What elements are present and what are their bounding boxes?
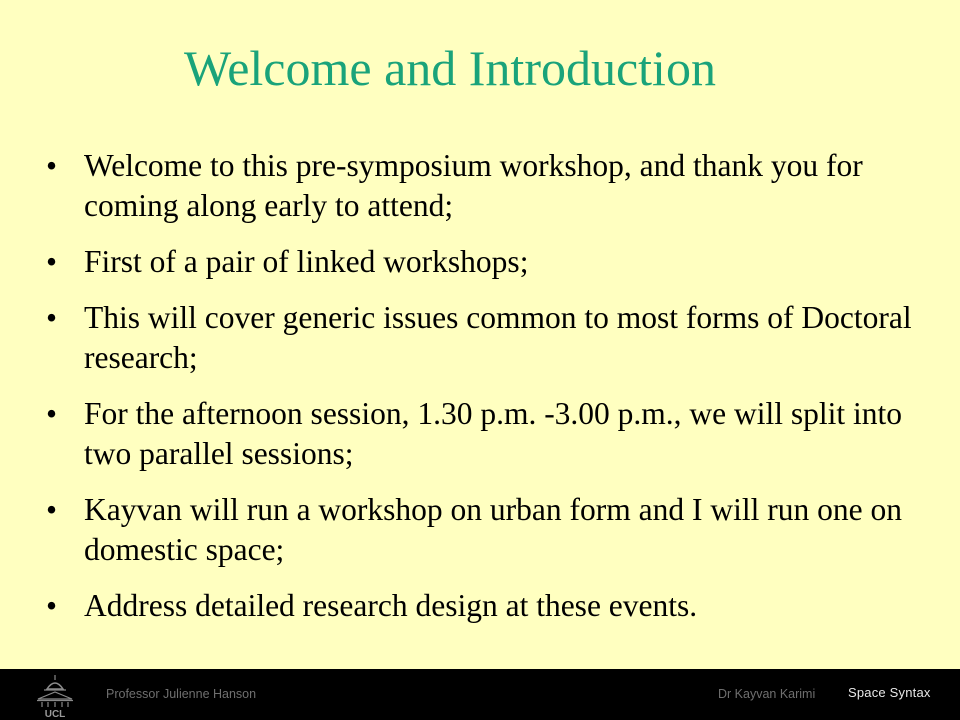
bullet-marker: •	[46, 588, 58, 623]
bullet-text: Welcome to this pre-symposium workshop, and thank you for coming along early to attend;	[84, 148, 863, 223]
bullet-item	[46, 490, 946, 570]
bullet-text: First of a pair of linked workshops;	[84, 244, 529, 279]
bullet-item	[46, 146, 946, 226]
bullet-text: For the afternoon session, 1.30 p.m. -3.00 p.m., we will split into two parallel sessions;	[84, 396, 903, 471]
ucl-logo	[34, 673, 76, 719]
bullet-text: Address detailed research design at these events.	[84, 588, 698, 623]
bullet-marker: •	[46, 300, 58, 335]
bullet-item	[46, 242, 946, 282]
space-syntax-brand: Space Syntax	[848, 685, 931, 700]
bullet-item	[46, 586, 946, 626]
bullet-marker: •	[46, 148, 58, 183]
slide-title: Welcome and Introduction	[184, 40, 716, 96]
bullet-item	[46, 298, 946, 378]
footer-bar	[0, 669, 960, 720]
bullet-marker: •	[46, 396, 58, 431]
bullet-text: This will cover generic issues common to most forms of Doctoral research;	[84, 300, 912, 375]
co-presenter-name: Dr Kayvan Karimi	[718, 687, 816, 701]
bullet-list	[46, 146, 946, 642]
bullet-text: Kayvan will run a workshop on urban form and I will run one on domestic space;	[84, 492, 902, 567]
bullet-marker: •	[46, 244, 58, 279]
bullet-item	[46, 394, 946, 474]
presenter-name: Professor Julienne Hanson	[106, 687, 257, 701]
ucl-logo-text: UCL	[44, 709, 66, 719]
bullet-marker: •	[46, 492, 58, 527]
